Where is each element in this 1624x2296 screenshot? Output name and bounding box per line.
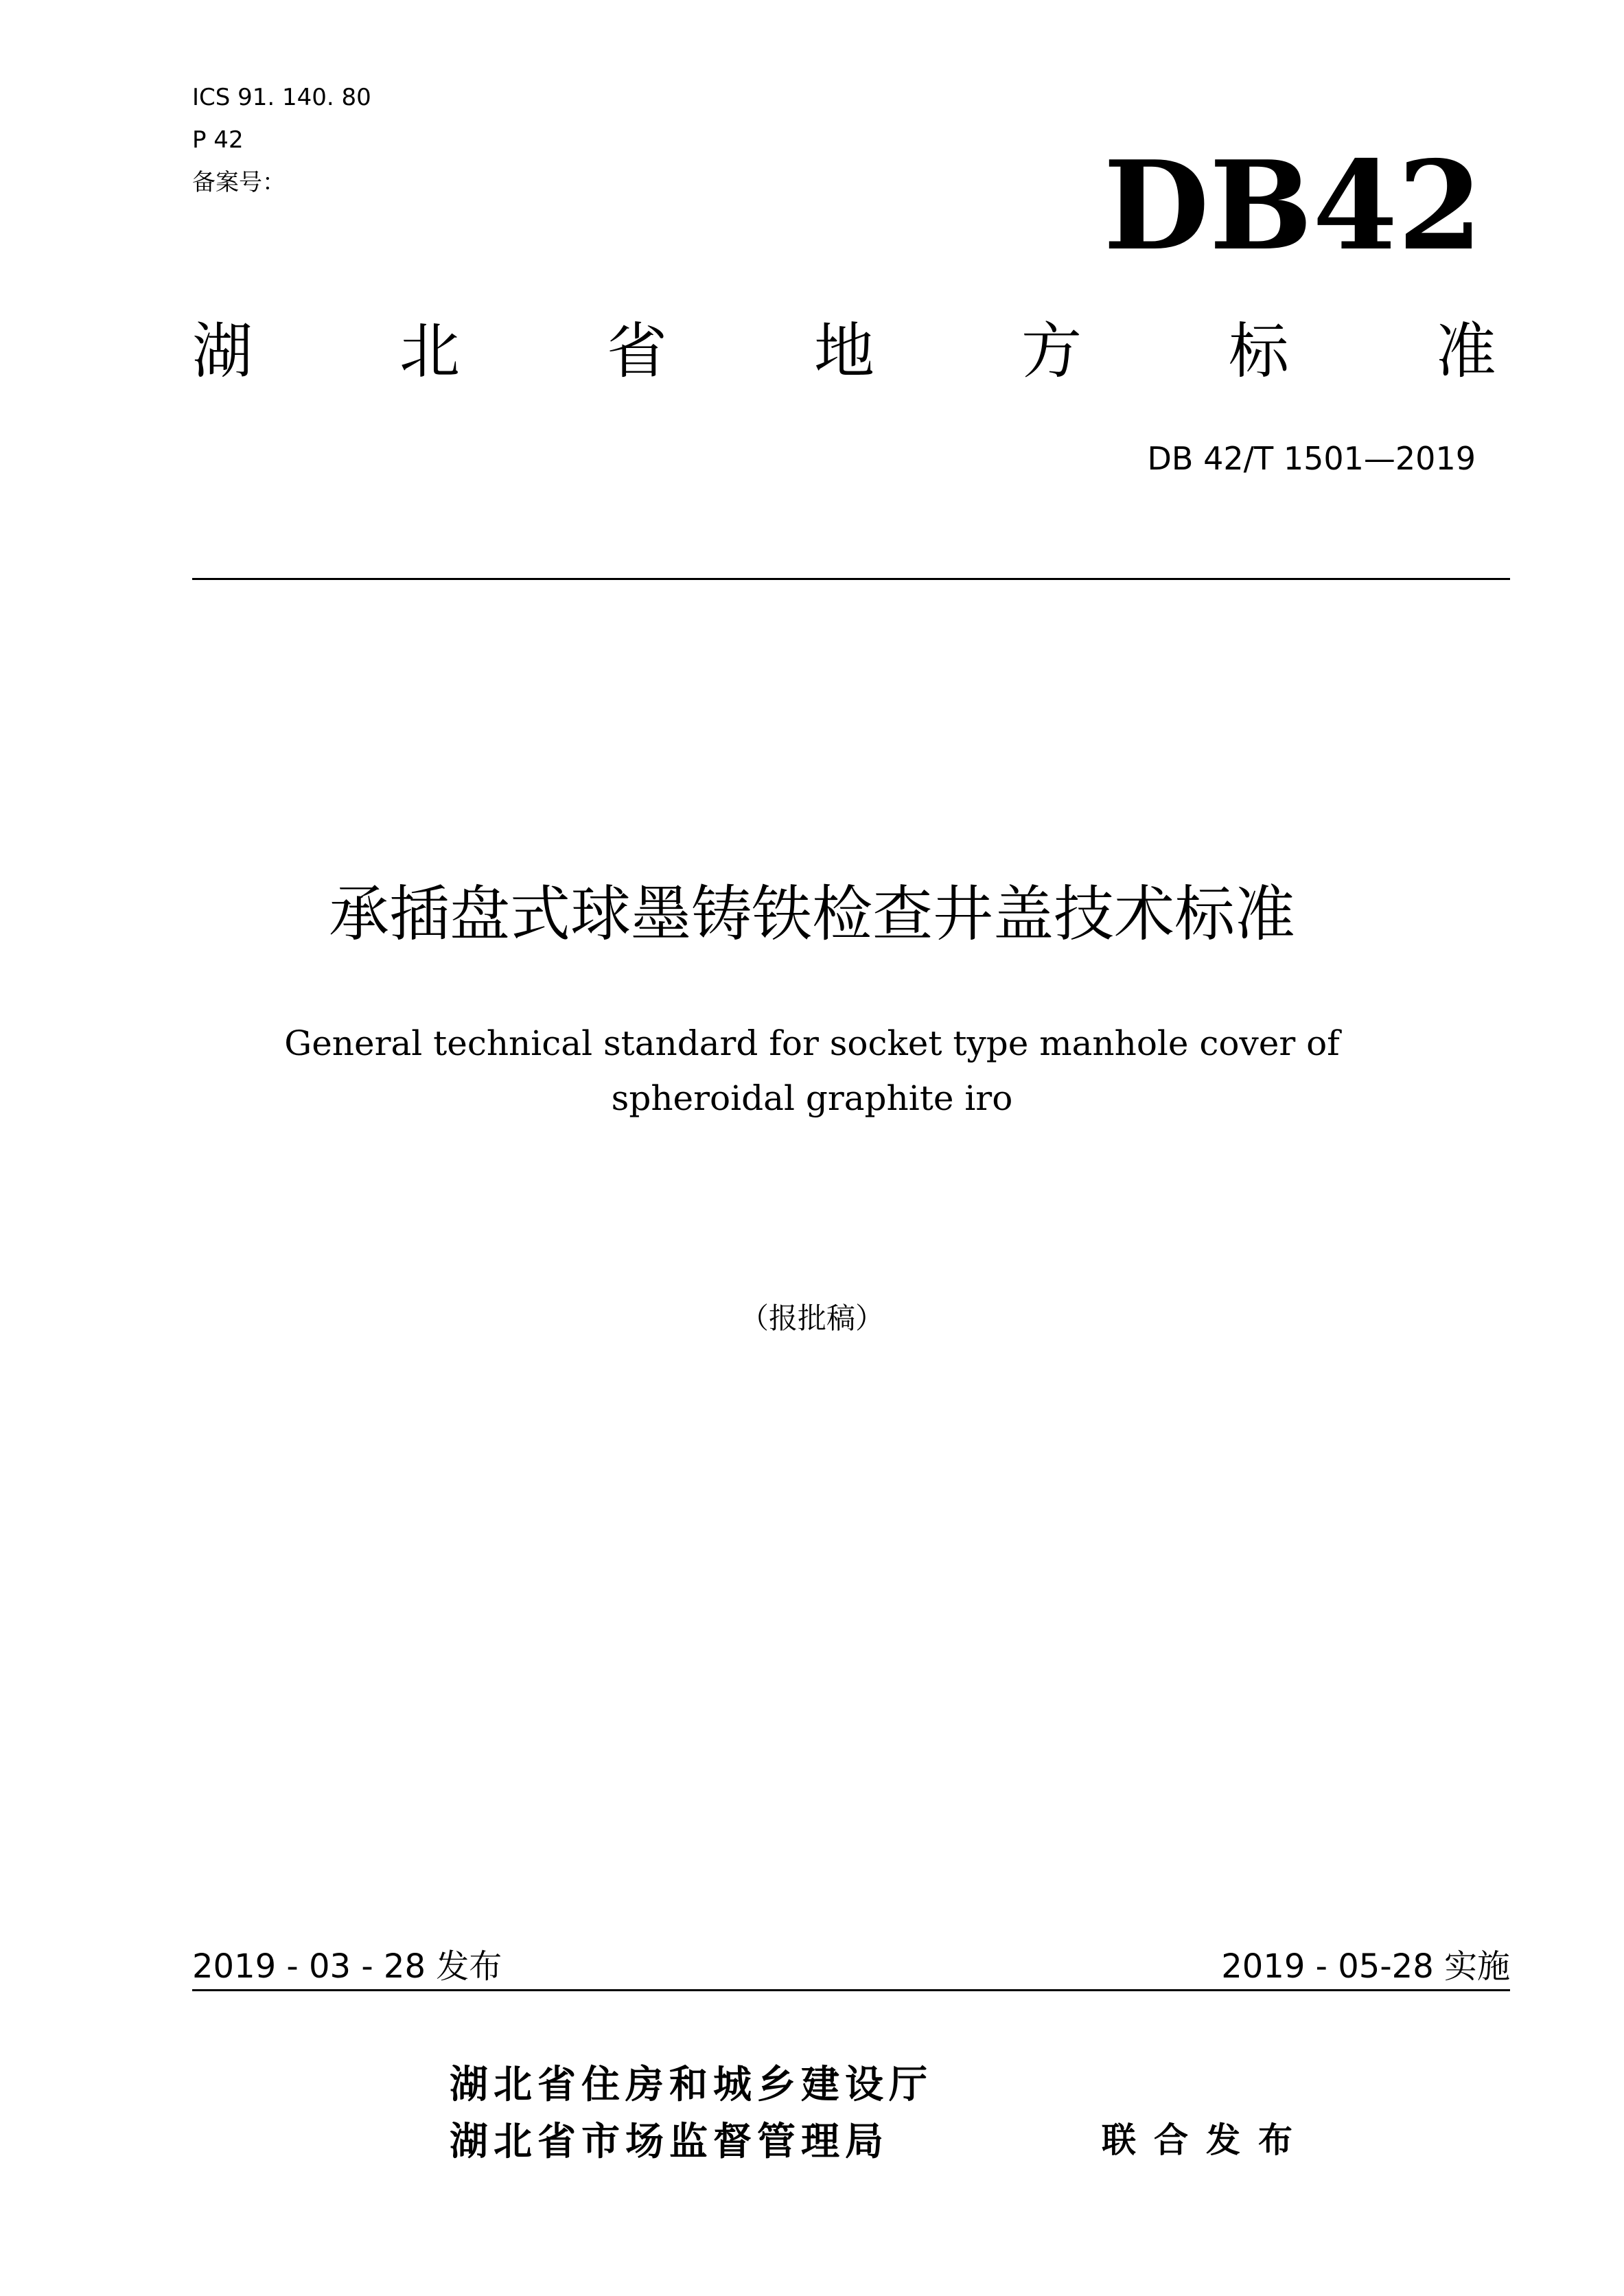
english-title-line-1: General technical standard for socket type manhole cover of — [284, 1023, 1340, 1063]
standard-number: DB 42/T 1501—2019 — [1147, 440, 1476, 477]
standard-type-title — [192, 316, 1496, 387]
standard-type-char: 准 — [1435, 316, 1496, 386]
classification-code: P 42 — [192, 126, 244, 154]
bottom-divider — [192, 1989, 1510, 1991]
top-divider — [192, 578, 1510, 580]
standard-type-char: 地 — [813, 316, 874, 386]
issuing-agency-1: 湖北省住房和城乡建设厅 — [450, 2063, 933, 2107]
standard-type-char: 方 — [1021, 316, 1082, 386]
document-title-chinese: 承插盘式球墨铸铁检查井盖技术标准 — [328, 879, 1295, 949]
issuing-agency-2: 湖北省市场监督管理局 — [450, 2120, 889, 2164]
standard-type-char: 北 — [399, 316, 460, 386]
document-title-english — [206, 1016, 1418, 1126]
standard-type-char: 省 — [606, 316, 667, 386]
implementation-date: 2019 - 05-28 实施 — [1221, 1947, 1510, 1986]
registration-label: 备案号： — [192, 169, 286, 196]
standard-type-char: 湖 — [192, 316, 253, 386]
standard-type-char: 标 — [1228, 316, 1289, 386]
standard-code-large: DB42 — [1103, 134, 1483, 277]
english-title-line-2: spheroidal graphite iro — [611, 1078, 1013, 1118]
joint-release-label: 联合发布 — [1102, 2120, 1310, 2160]
ics-code: ICS 91. 140. 80 — [192, 84, 371, 111]
draft-status: （报批稿） — [739, 1301, 884, 1335]
issue-date: 2019 - 03 - 28 发布 — [192, 1947, 502, 1986]
